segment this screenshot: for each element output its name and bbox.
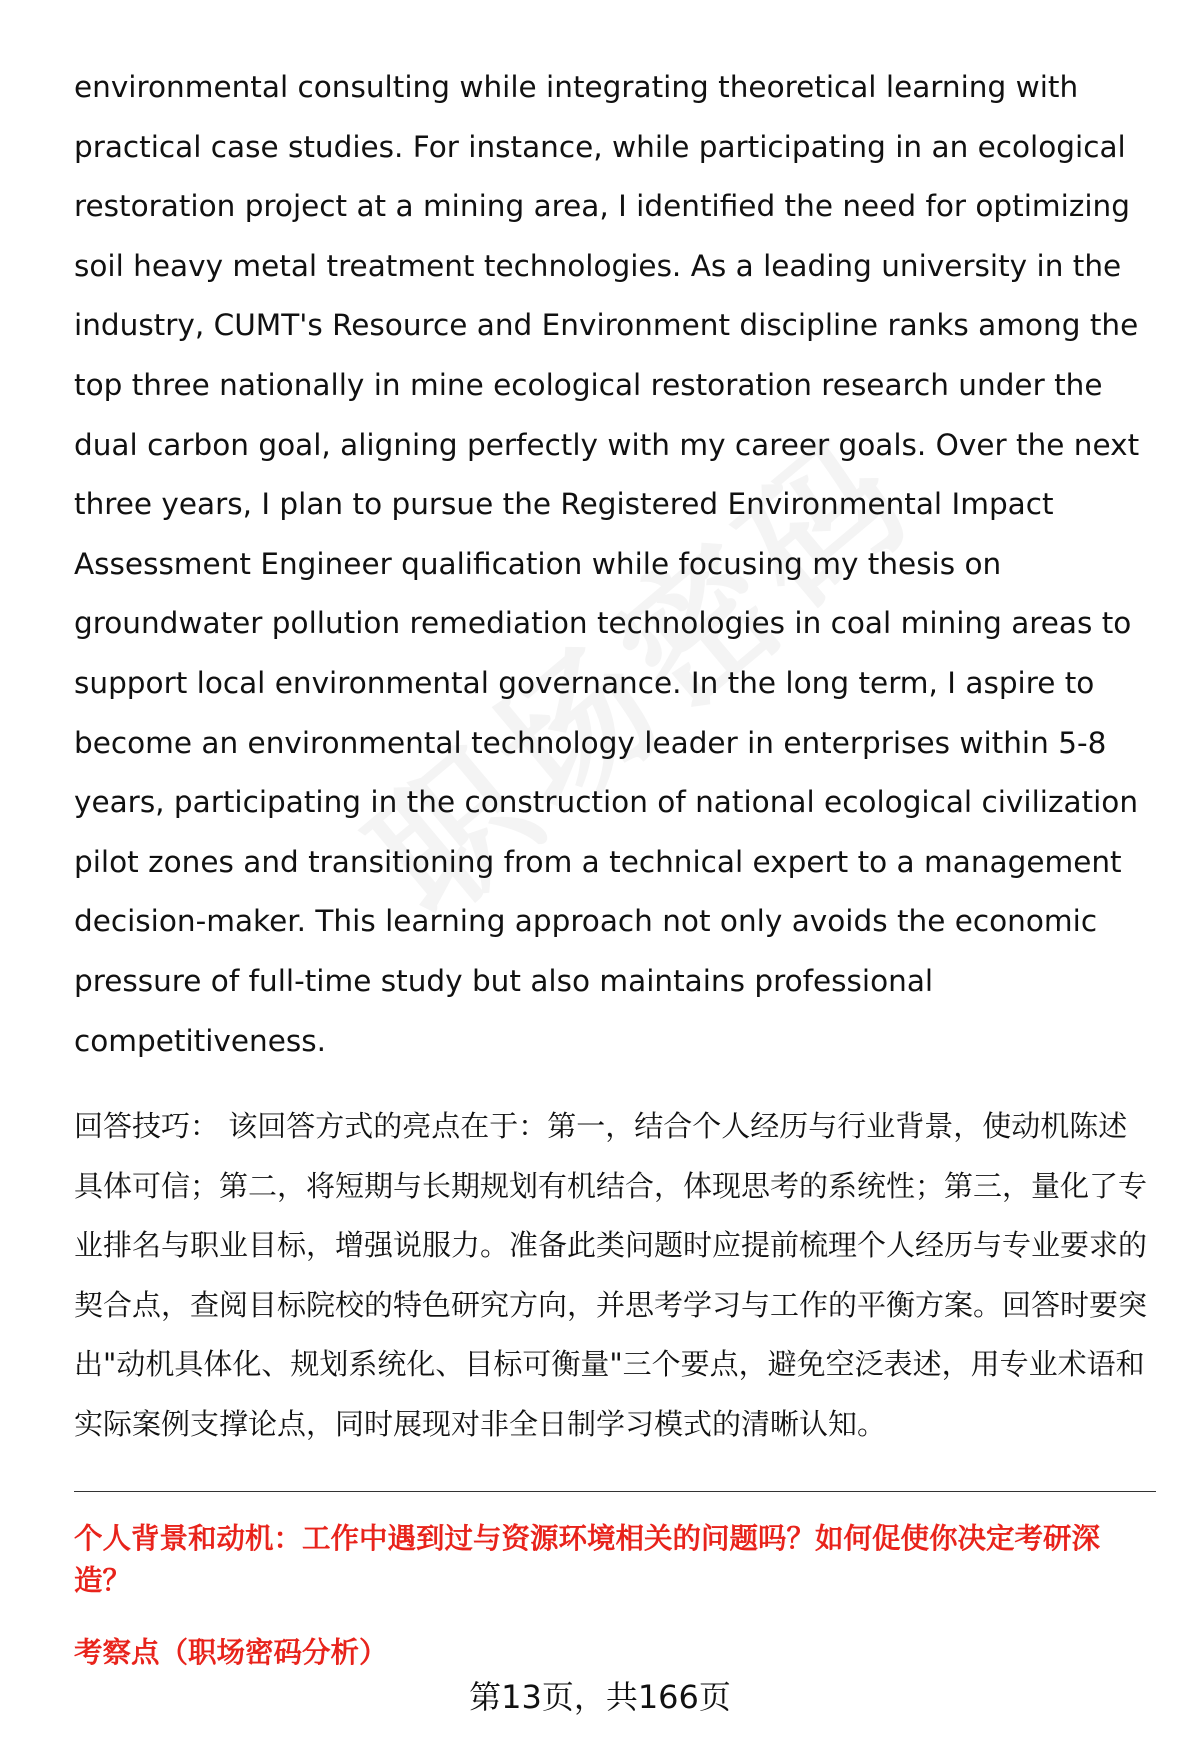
tips-paragraph: 回答技巧： 该回答方式的亮点在于：第一，结合个人经历与行业背景，使动机陈述具体可信；第二，将短期与长期规划有机结合，体现思考的系统性；第三，量化了专业排名与职业目标，增强说服力。准备此类问题时应提前梳理个人经历与专业要求的契合点，查阅目标院校的特色研究方向，并思考学习与工作的平衡方案。回答时要突出"动机具体化、规划系统化、目标可衡量"三个要点，避免空泛表述，用专业术语和实际案例支撑论点，同时展现对非全日制学习模式的清晰认知。	[74, 1109, 1148, 1442]
analysis-subheading: 考察点（职场密码分析）	[74, 1635, 388, 1669]
page-number-footer: 第13页，共166页	[469, 1678, 731, 1716]
question-heading: 个人背景和动机：工作中遇到过与资源环境相关的问题吗？如何促使你决定考研深造？	[74, 1521, 1101, 1597]
page-content	[74, 58, 1156, 1674]
answer-paragraph: environmental consulting while integrating theoretical learning with practical case studies. For instance, while participating in an ecological restoration project at a mining area, I identified the need for optimizing soil heavy metal treatment technologies. As a leading university in the industry, CUMT's Resource and Environment discipline ranks among the top three nationally in mine ecological restoration research under the dual carbon goal, aligning perfectly with my career goals. Over the next three years, I plan to pursue the Registered Environmental Impact Assessment Engineer qualification while focusing my thesis on groundwater pollution remediation technologies in coal mining areas to support local environmental governance. In the long term, I aspire to become an environmental technology leader in enterprises within 5-8 years, participating in the construction of national ecological civilization pilot zones and transitioning from a technical expert to a management decision-maker. This learning approach not only avoids the economic pressure of full-time study but also maintains professional competitiveness.	[74, 70, 1140, 1058]
section-divider	[74, 1491, 1156, 1492]
